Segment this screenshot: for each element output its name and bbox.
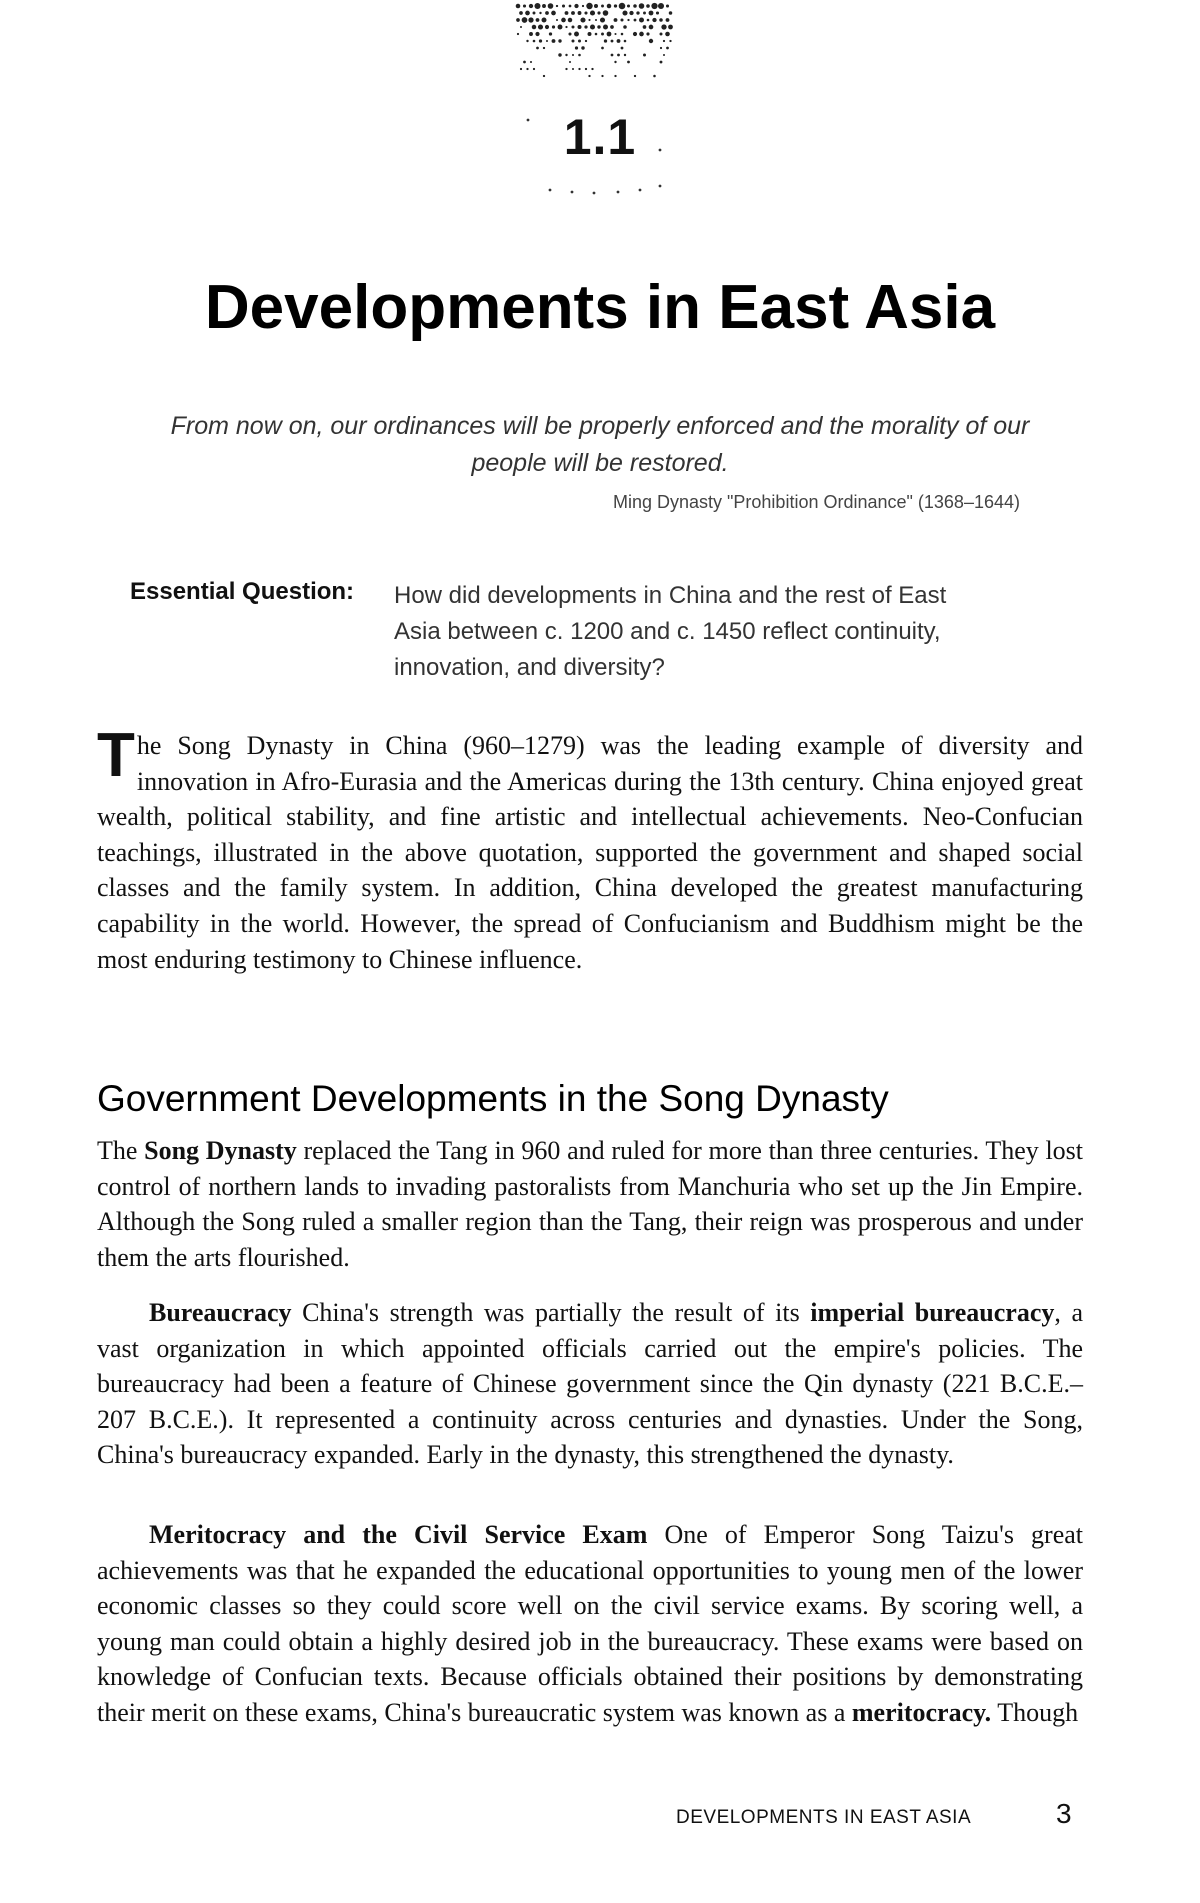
bureaucracy-text-pre: China's strength was partially the result of its — [291, 1298, 811, 1327]
meritocracy-text-post: Though — [991, 1697, 1079, 1727]
bureaucracy-paragraph — [97, 1295, 1083, 1473]
essential-question-line-1: How did developments in China and the rest of East — [394, 582, 947, 609]
halftone-dot-ornament — [510, 0, 680, 200]
term-song-dynasty: Song Dynasty — [144, 1136, 297, 1165]
section-number: 1.1 — [563, 109, 637, 165]
drop-cap: T — [97, 721, 135, 790]
epigraph-quote — [105, 408, 1095, 482]
running-footer-title: DEVELOPMENTS IN EAST ASIA — [676, 1807, 972, 1828]
essential-question-text — [394, 578, 1054, 686]
meritocracy-text-pre: One of Emperor Song Taizu's great achievements was that he expanded the educational opportunities to young men of the lower economic classes so they could score well on the civil service exams. By scoring well, a young man could obtain a highly desired job in the bureaucracy. These exams were based on knowledge of Confucian texts. Because officials obtained their positions by demonstrating their merit on these exams, China's bureaucratic system was known as a — [97, 1520, 1083, 1727]
subhead-meritocracy: Meritocracy and the Civil Service Exam — [149, 1520, 648, 1549]
subhead-bureaucracy: Bureaucracy — [149, 1298, 292, 1327]
chapter-title: Developments in East Asia — [204, 273, 996, 342]
epigraph-line-1: From now on, our ordinances will be properly enforced and the morality of our — [170, 412, 1030, 440]
epigraph-line-2: people will be restored. — [471, 449, 729, 477]
term-meritocracy: meritocracy. — [851, 1697, 992, 1727]
gov-text-pre: The — [97, 1136, 145, 1165]
song-dynasty-paragraph — [97, 1133, 1083, 1275]
intro-text: he Song Dynasty in China (960–1279) was the leading example of diversity and innovation in Afro-Eurasia and the Americas during the 13th century. China enjoyed great wealth, political stability, and fine artistic and intellectual achievements. Neo-Confucian teachings, illustrated in the above quotation, supported the government and shaped social classes and the family system. In addition, China developed the greatest manufacturing capability in the world. However, the spread of Confucianism and Buddhism might be the most enduring testimony to Chinese influence. — [97, 731, 1083, 974]
essential-question-line-2: Asia between c. 1200 and c. 1450 reflect continuity, — [394, 618, 941, 645]
epigraph-source: Ming Dynasty "Prohibition Ordinance" (1368–1644) — [612, 492, 1020, 512]
bureaucracy-text-post: , a vast organization in which appointed officials carried out the empire's policies. The bureaucracy had been a feature of Chinese government since the Qin dynasty (221 B.C.E.–207 B.C.E.). It represented a continuity across centuries and dynasties. Under the Song, China's bureaucracy expanded. Early in the dynasty, this strengthened the dynasty. — [97, 1298, 1084, 1470]
essential-question-label: Essential Question: — [130, 578, 355, 605]
term-imperial-bureaucracy: imperial bureaucracy — [810, 1298, 1055, 1327]
section-heading: Government Developments in the Song Dynasty — [97, 1078, 889, 1119]
essential-question-line-3: innovation, and diversity? — [394, 654, 665, 681]
meritocracy-paragraph — [97, 1517, 1083, 1731]
intro-paragraph — [97, 721, 1083, 977]
page-number: 3 — [1056, 1798, 1072, 1829]
gov-text-post: replaced the Tang in 960 and ruled for more than three centuries. They lost control of northern lands to invading pastoralists from Manchuria who set up the Jin Empire. Although the Song ruled a smaller region than the Tang, their reign was prosperous and under them the arts flourished. — [97, 1136, 1084, 1272]
